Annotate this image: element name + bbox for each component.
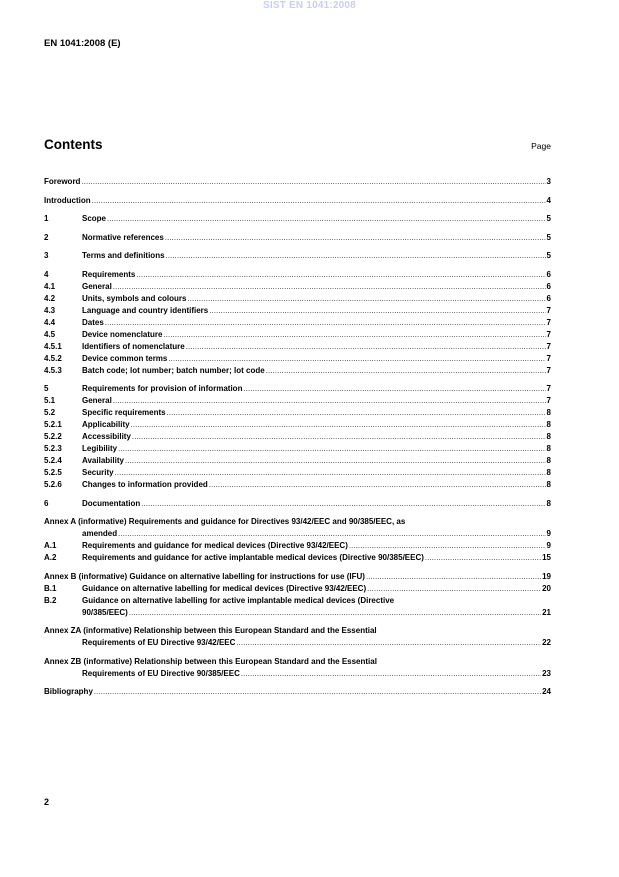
toc-entry[interactable] bbox=[44, 305, 551, 317]
leader-dots bbox=[113, 395, 546, 407]
toc-group-annex-b bbox=[44, 571, 551, 619]
toc-entry-title: Device nomenclature bbox=[82, 329, 163, 339]
toc-entry-number: 6 bbox=[44, 498, 49, 508]
annex-zb-heading[interactable]: Annex ZB (informative) Relationship between this European Standard and the Essential bbox=[44, 656, 377, 666]
toc-entry-b2-cont[interactable] bbox=[44, 607, 551, 619]
toc-entry-page: 7 bbox=[546, 365, 551, 375]
toc-entry-number: 5 bbox=[44, 384, 49, 393]
leader-dots bbox=[163, 329, 545, 341]
toc-entry-number: 5.2 bbox=[44, 408, 56, 417]
toc-entry-number: B.2 bbox=[44, 595, 57, 605]
toc-entry-number: 5.2.3 bbox=[44, 444, 62, 453]
toc-entry-number: 5.2.1 bbox=[44, 420, 62, 429]
toc-group-normative-references bbox=[44, 232, 551, 244]
toc-entry-page: 8 bbox=[546, 408, 551, 417]
toc-entry[interactable] bbox=[44, 383, 551, 395]
toc-entry-page: 7 bbox=[546, 329, 551, 339]
leader-dots bbox=[118, 528, 545, 540]
annex-za-heading[interactable]: Annex ZA (informative) Relationship between this European Standard and the Essential bbox=[44, 626, 377, 635]
toc-entry-number: 2 bbox=[44, 232, 49, 242]
toc-entry[interactable] bbox=[44, 552, 551, 564]
toc-entry-introduction[interactable] bbox=[44, 195, 551, 207]
toc-group-annex-za bbox=[44, 625, 551, 649]
leader-dots bbox=[241, 668, 541, 680]
toc-entry-page: 8 bbox=[546, 444, 551, 453]
toc-entry-number: 3 bbox=[44, 251, 49, 260]
toc-entry-number: 1 bbox=[44, 214, 49, 223]
toc-entry[interactable] bbox=[44, 293, 551, 305]
toc-entry[interactable] bbox=[44, 443, 551, 455]
toc-entry-number: 4.5.2 bbox=[44, 353, 62, 363]
toc-group-provision-of-information bbox=[44, 383, 551, 491]
toc-entry-foreword[interactable] bbox=[44, 176, 551, 188]
toc-entry[interactable] bbox=[44, 317, 551, 329]
toc-entry-documentation[interactable] bbox=[44, 498, 551, 510]
toc-entry-scope[interactable] bbox=[44, 213, 551, 225]
toc-entry-b1[interactable] bbox=[44, 583, 551, 595]
toc-entry-number: 5.2.4 bbox=[44, 456, 62, 465]
page-number: 2 bbox=[44, 797, 50, 807]
leader-dots bbox=[209, 305, 545, 317]
toc-entry[interactable] bbox=[44, 407, 551, 419]
toc-entry-title: Device common terms bbox=[82, 353, 168, 363]
toc-entry-title: Requirements of EU Directive 90/385/EEC bbox=[82, 668, 240, 678]
toc-entry-page: 5 bbox=[546, 232, 551, 242]
toc-entry-number: 4.2 bbox=[44, 293, 56, 303]
toc-entry-title: Accessibility bbox=[82, 432, 131, 441]
leader-dots bbox=[166, 250, 546, 262]
toc-entry[interactable] bbox=[44, 353, 551, 365]
toc-entry-page: 7 bbox=[546, 317, 551, 327]
toc-entry-number: 4.3 bbox=[44, 305, 56, 315]
toc-entry[interactable] bbox=[44, 341, 551, 353]
leader-dots bbox=[266, 365, 546, 377]
toc-entry-number: A.1 bbox=[44, 541, 57, 550]
toc-entry-title: Specific requirements bbox=[82, 408, 166, 417]
toc-entry-page: 5 bbox=[546, 214, 551, 223]
toc-entry-title: General bbox=[82, 396, 112, 405]
toc-entry-title: Normative references bbox=[82, 232, 164, 242]
toc-entry-title: Requirements bbox=[82, 269, 136, 279]
toc-group-documentation bbox=[44, 498, 551, 510]
toc-entry-title: Foreword bbox=[44, 177, 81, 186]
toc-entry-page: 6 bbox=[546, 281, 551, 291]
toc-entry-number: 4.5.1 bbox=[44, 341, 62, 351]
toc-entry-page: 8 bbox=[546, 432, 551, 441]
toc-entry-title: General bbox=[82, 281, 112, 291]
toc-group-terms bbox=[44, 250, 551, 262]
toc-entry-title: Dates bbox=[82, 317, 104, 327]
leader-dots bbox=[349, 540, 546, 552]
toc-entry-bibliography[interactable] bbox=[44, 686, 551, 698]
toc-group-requirements bbox=[44, 269, 551, 377]
toc-entry-title: Units, symbols and colours bbox=[82, 293, 187, 303]
document-id: EN 1041:2008 (E) bbox=[44, 38, 121, 49]
toc-entry-title: Requirements and guidance for active implantable medical devices (Directive 90/385/EEC) bbox=[82, 553, 424, 562]
toc-entry-page: 5 bbox=[546, 251, 551, 260]
toc-entry-page: 8 bbox=[546, 456, 551, 465]
toc-entry-title: Guidance on alternative labelling for medical devices (Directive 93/42/EEC) bbox=[82, 583, 367, 593]
toc-entry-title: Introduction bbox=[44, 195, 91, 205]
leader-dots bbox=[243, 383, 545, 395]
toc-entry-page: 7 bbox=[546, 396, 551, 405]
toc-entry-title: Bibliography bbox=[44, 687, 93, 696]
toc-entry-page: 21 bbox=[542, 607, 551, 617]
toc-entry-page: 9 bbox=[546, 541, 551, 550]
toc-entry[interactable] bbox=[44, 281, 551, 293]
leader-dots bbox=[168, 353, 545, 365]
toc-entry-number: 4.5.3 bbox=[44, 365, 62, 375]
toc-entry[interactable] bbox=[44, 269, 551, 281]
leader-dots bbox=[118, 443, 545, 455]
toc-group-bibliography bbox=[44, 686, 551, 698]
toc-entry[interactable] bbox=[44, 540, 551, 552]
toc-group-foreword bbox=[44, 176, 551, 188]
leader-dots bbox=[113, 281, 546, 293]
toc-entry[interactable] bbox=[44, 479, 551, 491]
toc-entry-page: 7 bbox=[546, 341, 551, 351]
toc-entry[interactable] bbox=[44, 395, 551, 407]
toc-entry-number: 5.2.6 bbox=[44, 480, 62, 489]
toc-entry[interactable] bbox=[44, 455, 551, 467]
toc-entry-page: 8 bbox=[546, 420, 551, 429]
toc-group-introduction bbox=[44, 195, 551, 207]
toc-entry-number: B.1 bbox=[44, 583, 57, 593]
leader-dots bbox=[132, 431, 546, 443]
toc-entry-number: 4.1 bbox=[44, 281, 56, 291]
toc-entry-page: 6 bbox=[546, 293, 551, 303]
page-column-label: Page bbox=[531, 141, 551, 151]
toc-entry-b2[interactable] bbox=[44, 595, 551, 607]
leader-dots bbox=[115, 467, 546, 479]
toc-entry-page: 4 bbox=[546, 195, 551, 205]
toc-entry-title: Security bbox=[82, 468, 114, 477]
toc-entry-title: Guidance on alternative labelling for active implantable medical devices (Directive bbox=[82, 595, 395, 605]
leader-dots bbox=[167, 407, 546, 419]
toc-entry-title: Requirements of EU Directive 93/42/EEC bbox=[82, 638, 236, 647]
toc-entry-page: 24 bbox=[542, 687, 551, 696]
toc-entry-page: 7 bbox=[546, 305, 551, 315]
toc-entry[interactable] bbox=[44, 329, 551, 341]
annex-a-heading[interactable]: Annex A (informative) Requirements and guidance for Directives 93/42/EEC and 90/385/EEC, as bbox=[44, 517, 406, 526]
toc-entry-title: 90/385/EEC) bbox=[82, 607, 128, 617]
toc-entry-page: 3 bbox=[546, 177, 551, 186]
leader-dots bbox=[92, 195, 546, 207]
leader-dots bbox=[209, 479, 546, 491]
toc-entry-title: Legibility bbox=[82, 444, 118, 453]
toc-entry-page: 19 bbox=[542, 571, 551, 581]
table-of-contents bbox=[44, 176, 551, 705]
leader-dots bbox=[131, 419, 546, 431]
toc-entry-page: 6 bbox=[546, 269, 551, 279]
toc-entry-title: Requirements for provision of information bbox=[82, 384, 243, 393]
leader-dots bbox=[81, 176, 545, 188]
toc-entry[interactable] bbox=[44, 467, 551, 479]
toc-entry-title: Language and country identifiers bbox=[82, 305, 209, 315]
toc-entry-page: 23 bbox=[542, 668, 551, 678]
toc-entry-title: Terms and definitions bbox=[82, 251, 165, 260]
toc-entry-page: 8 bbox=[546, 498, 551, 508]
toc-entry[interactable] bbox=[44, 365, 551, 377]
leader-dots bbox=[129, 607, 541, 619]
toc-entry-page: 22 bbox=[542, 638, 551, 647]
toc-entry-number: 4.4 bbox=[44, 317, 56, 327]
leader-dots bbox=[236, 637, 541, 649]
toc-entry-page: 7 bbox=[546, 384, 551, 393]
toc-group-annex-a bbox=[44, 516, 551, 564]
leader-dots bbox=[136, 269, 545, 281]
toc-entry-title: Batch code; lot number; batch number; lot code bbox=[82, 365, 265, 375]
toc-entry-terms-and-definitions[interactable] bbox=[44, 250, 551, 262]
leader-dots bbox=[186, 341, 546, 353]
toc-entry-number: 4.5 bbox=[44, 329, 56, 339]
leader-dots bbox=[107, 213, 546, 225]
toc-entry-number: 5.1 bbox=[44, 396, 56, 405]
toc-entry-page: 8 bbox=[546, 468, 551, 477]
toc-group-scope bbox=[44, 213, 551, 225]
toc-entry-annex-za[interactable] bbox=[44, 637, 551, 649]
toc-group-annex-zb bbox=[44, 656, 551, 680]
leader-dots bbox=[425, 552, 541, 564]
leader-dots bbox=[94, 686, 541, 698]
toc-entry-number: 5.2.2 bbox=[44, 432, 62, 441]
toc-entry-title: Documentation bbox=[82, 498, 141, 508]
toc-entry-number: 5.2.5 bbox=[44, 468, 62, 477]
toc-entry-number: A.2 bbox=[44, 553, 57, 562]
toc-entry-title: Scope bbox=[82, 214, 107, 223]
page-title: Contents bbox=[44, 137, 103, 152]
leader-dots bbox=[141, 498, 545, 510]
toc-entry-title: Applicability bbox=[82, 420, 130, 429]
toc-entry-title: Availability bbox=[82, 456, 124, 465]
leader-dots bbox=[187, 293, 545, 305]
toc-entry-page: 8 bbox=[546, 480, 551, 489]
toc-entry-annex-b[interactable] bbox=[44, 571, 551, 583]
toc-entry-page: 9 bbox=[546, 529, 551, 538]
toc-entry-title: Changes to information provided bbox=[82, 480, 208, 489]
toc-entry-title: amended bbox=[82, 529, 118, 538]
leader-dots bbox=[367, 583, 541, 595]
toc-entry-title: Requirements and guidance for medical devices (Directive 93/42/EEC) bbox=[82, 541, 348, 550]
toc-entry[interactable] bbox=[44, 419, 551, 431]
toc-entry-annex-zb[interactable] bbox=[44, 668, 551, 680]
toc-entry-normative-references[interactable] bbox=[44, 232, 551, 244]
leader-dots bbox=[366, 571, 541, 583]
toc-entry[interactable] bbox=[44, 431, 551, 443]
watermark: SIST EN 1041:2008 bbox=[263, 0, 356, 11]
leader-dots bbox=[165, 232, 546, 244]
toc-entry-title: Identifiers of nomenclature bbox=[82, 341, 185, 351]
toc-entry-page: 20 bbox=[542, 583, 551, 593]
toc-entry-title: Annex B (informative) Guidance on alternative labelling for instructions for use (IFU) bbox=[44, 571, 365, 581]
toc-entry-annex-a[interactable] bbox=[44, 528, 551, 540]
toc-entry-page: 7 bbox=[546, 353, 551, 363]
toc-entry-page: 15 bbox=[542, 553, 551, 562]
leader-dots bbox=[105, 317, 546, 329]
leader-dots bbox=[125, 455, 546, 467]
toc-entry-number: 4 bbox=[44, 269, 49, 279]
